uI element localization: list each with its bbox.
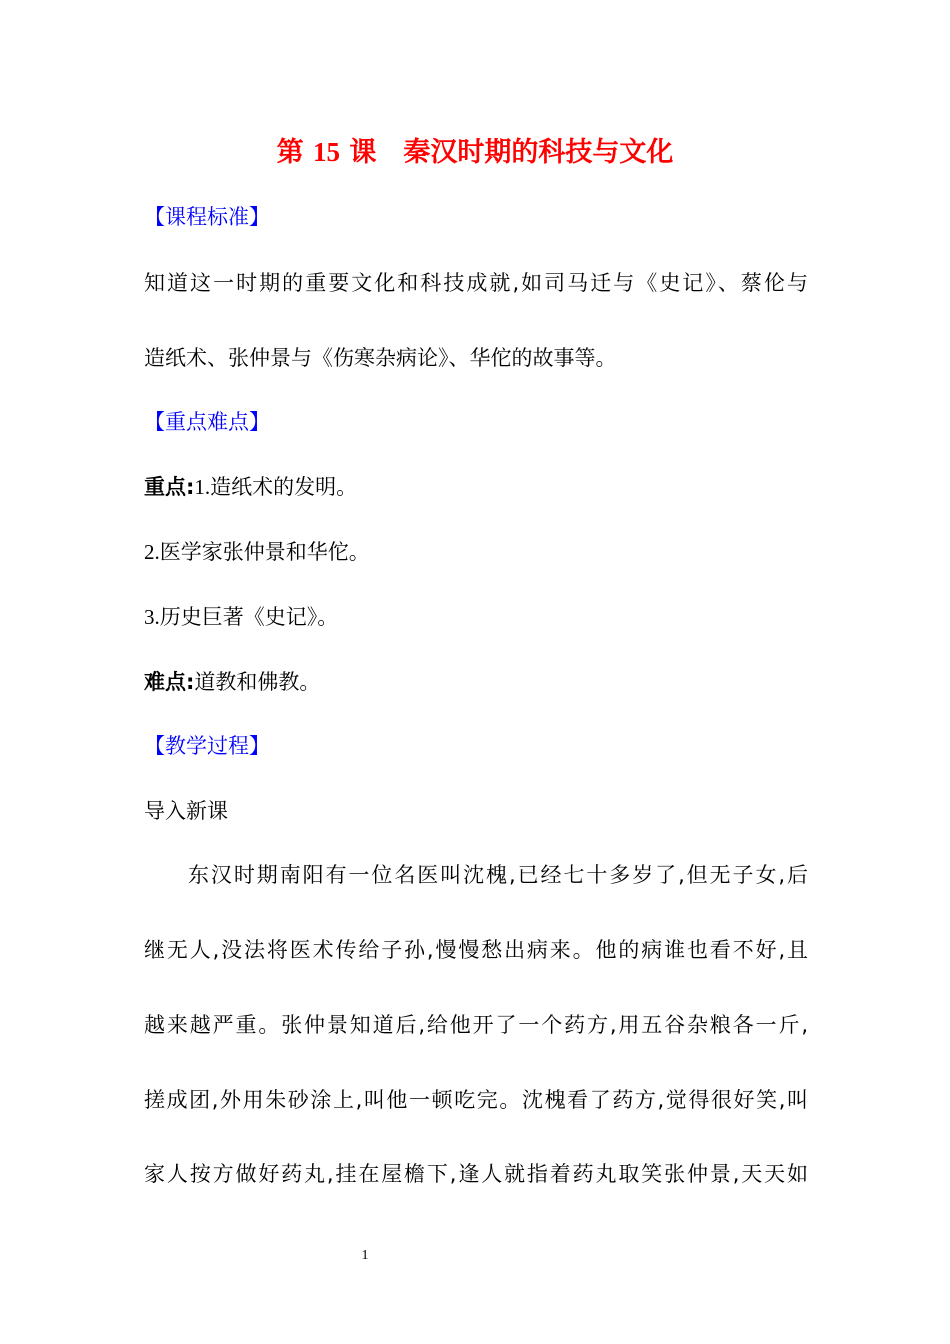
difficulty-label: 难点:: [144, 670, 195, 694]
difficulty-point: [144, 667, 814, 697]
story-line-3: 越来越严重。张仲景知道后,给他开了一个药方,用五谷杂粮各一斤,: [144, 1013, 808, 1037]
key-point-item-1-number: 1.: [194, 475, 211, 499]
key-point-item-3-text: 历史巨著《史记》。: [159, 605, 339, 629]
key-points-heading: 【重点难点】: [144, 410, 270, 434]
intro-new-lesson: 导入新课: [144, 799, 228, 823]
title-rest: 课 秦汉时期的科技与文化: [349, 137, 674, 168]
difficulty-text: 道教和佛教。: [194, 670, 321, 694]
story-line-4: 搓成团,外用朱砂涂上,叫他一顿吃完。沈槐看了药方,觉得很好笑,叫: [144, 1088, 808, 1112]
key-point-label: 重点:: [144, 475, 195, 499]
lesson-title: [0, 130, 950, 175]
key-point-item-1-text: 造纸术的发明。: [210, 475, 358, 499]
curriculum-standard-line-2: 造纸术、张仲景与《伤寒杂病论》、华佗的故事等。: [144, 346, 617, 370]
story-line-1: 东汉时期南阳有一位名医叫沈槐,已经七十多岁了,但无子女,后: [188, 863, 808, 887]
story-line-2: 继无人,没法将医术传给子孙,慢慢愁出病来。他的病谁也看不好,且: [144, 938, 808, 962]
curriculum-standard-heading: 【课程标准】: [144, 205, 270, 229]
title-number: 15: [313, 137, 340, 167]
teaching-process-heading: 【教学过程】: [144, 734, 270, 758]
key-point-item-1: [144, 472, 814, 502]
title-prefix: 第: [276, 137, 304, 168]
curriculum-standard-line-1: 知道这一时期的重要文化和科技成就,如司马迁与《史记》、蔡伦与: [144, 271, 808, 295]
story-line-5: 家人按方做好药丸,挂在屋檐下,逢人就指着药丸取笑张仲景,天天如: [144, 1162, 808, 1186]
key-point-item-2-number: 2.: [144, 540, 160, 564]
key-point-item-2-text: 医学家张仲景和华佗。: [159, 540, 370, 564]
key-point-item-2: [144, 537, 814, 567]
key-point-item-3: [144, 602, 814, 632]
key-point-item-3-number: 3.: [144, 605, 160, 629]
page-number: 1: [361, 1248, 369, 1263]
